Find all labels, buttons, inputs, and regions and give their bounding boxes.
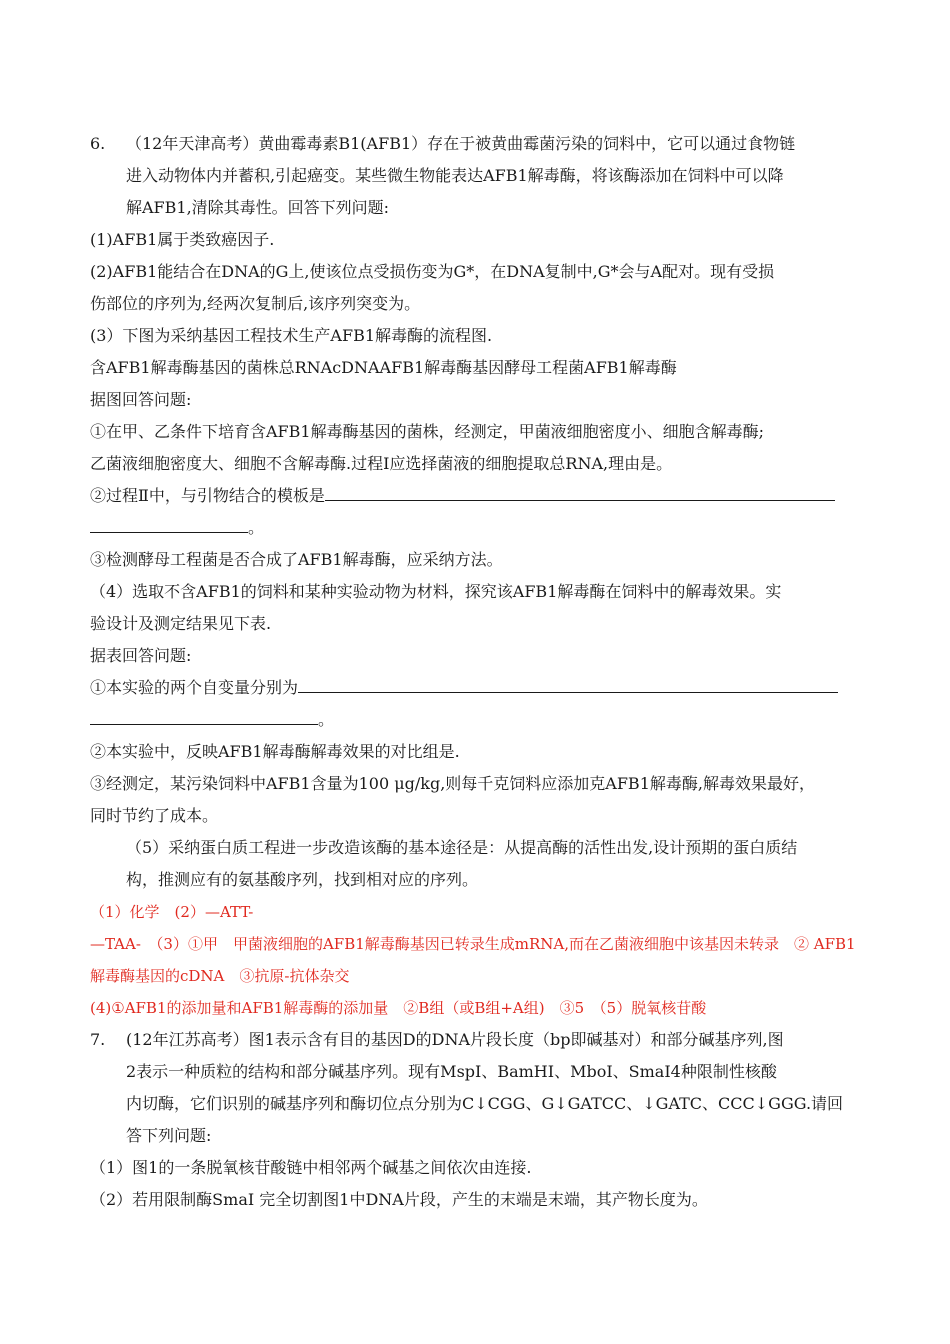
answer-blank [298, 674, 838, 693]
answer-blank [90, 706, 318, 725]
q6-part-2b: 伤部位的序列为,经两次复制后,该序列突变为。 [90, 294, 421, 313]
q6-part-1: (1)AFB1属于类致癌因子. [90, 230, 275, 249]
q6-t-2: ②本实验中，反映AFB1解毒酶解毒效果的对比组是. [90, 742, 460, 761]
q6-answer-2: —TAA- （3）①甲 甲菌液细胞的AFB1解毒酶基因已转录生成mRNA,而在乙菌液细胞中该基因未转录 ② AFB1 [90, 935, 856, 953]
q6-t-3b: 同时节约了成本。 [90, 806, 219, 825]
q6-sub-2b: 。 [90, 512, 862, 544]
q7-part-1: （1）图1的一条脱氧核苷酸链中相邻两个碱基之间依次由连接. [90, 1158, 532, 1177]
q7-line-1: 7. (12年江苏高考）图1表示含有目的基因D的DNA片段长度（bp即碱基对）和部分碱基序列,图 [90, 1024, 862, 1056]
q6-flowchart-text: 含AFB1解毒酶基因的菌株总RNAcDNAAFB1解毒酶基因酵母工程菌AFB1解毒酶 [90, 358, 677, 377]
q7-line-2: 2表示一种质粒的结构和部分碱基序列。现有MspⅠ、BamHⅠ、MboⅠ、SmaⅠ4种限制性核酸 [126, 1062, 777, 1081]
q6-answer-3: 解毒酶基因的cDNA ③抗原-抗体杂交 [90, 967, 350, 985]
q6-answer-1: （1）化学 (2）—ATT- [90, 903, 254, 921]
q7-part-2: （2）若用限制酶SmaⅠ 完全切割图1中DNA片段，产生的末端是末端，其产物长度为。 [90, 1190, 708, 1209]
q6-part-4a: （4）选取不含AFB1的饲料和某种实验动物为材料，探究该AFB1解毒酶在饲料中的解毒效果。实 [90, 582, 782, 601]
q6-line-3: 解AFB1,清除其毒性。回答下列问题: [126, 198, 390, 217]
q6-line-2: 进入动物体内并蓄积,引起癌变。某些微生物能表达AFB1解毒酶，将该酶添加在饲料中可以降 [126, 166, 784, 185]
answer-blank [325, 482, 835, 501]
q6-figure-prompt: 据图回答问题: [90, 390, 192, 409]
answer-blank [90, 514, 248, 533]
q6-sub-2a: ②过程Ⅱ中，与引物结合的模板是 [90, 480, 862, 512]
q6-t-1b: 。 [90, 704, 862, 736]
q6-t-3a: ③经测定，某污染饲料中AFB1含量为100 μg/kg,则每千克饲料应添加克AFB1解毒酶,解毒效果最好， [90, 774, 815, 793]
document-page [90, 128, 862, 1216]
q6-number: 6. [90, 134, 106, 153]
q6-sub-1a: ①在甲、乙条件下培育含AFB1解毒酶基因的菌株，经测定，甲菌液细胞密度小、细胞含解毒酶; [90, 422, 764, 441]
q6-table-prompt: 据表回答问题: [90, 646, 192, 665]
q6-line-1: 6. （12年天津高考）黄曲霉毒素B1(AFB1）存在于被黄曲霉菌污染的饲料中，它可以通过食物链 [90, 128, 862, 160]
q6-sub-1b: 乙菌液细胞密度大、细胞不含解毒酶.过程Ⅰ应选择菌液的细胞提取总RNA,理由是。 [90, 454, 673, 473]
q6-part-5a: （5）采纳蛋白质工程进一步改造该酶的基本途径是：从提高酶的活性出发,设计预期的蛋白质结 [126, 838, 798, 857]
q6-part-3: (3）下图为采纳基因工程技术生产AFB1解毒酶的流程图. [90, 326, 493, 345]
q6-t-1a: ①本实验的两个自变量分别为 [90, 672, 862, 704]
q6-part-5b: 构，推测应有的氨基酸序列，找到相对应的序列。 [126, 870, 479, 889]
q7-number: 7. [90, 1030, 106, 1049]
q7-line-4: 答下列问题: [126, 1126, 212, 1145]
q6-answer-4: (4)①AFB1的添加量和AFB1解毒酶的添加量 ②B组（或B组+A组) ③5 （5）脱氧核苷酸 [90, 999, 707, 1017]
q6-part-4b: 验设计及测定结果见下表. [90, 614, 272, 633]
q6-sub-3: ③检测酵母工程菌是否合成了AFB1解毒酶，应采纳方法。 [90, 550, 503, 569]
q6-part-2a: (2)AFB1能结合在DNA的G上,使该位点受损伤变为G*，在DNA复制中,G*会与A配对。现有受损 [90, 262, 775, 281]
q7-line-3: 内切酶，它们识别的碱基序列和酶切位点分别为C↓CGG、G↓GATCC、↓GATC、CCC↓GGG.请回 [126, 1094, 844, 1113]
